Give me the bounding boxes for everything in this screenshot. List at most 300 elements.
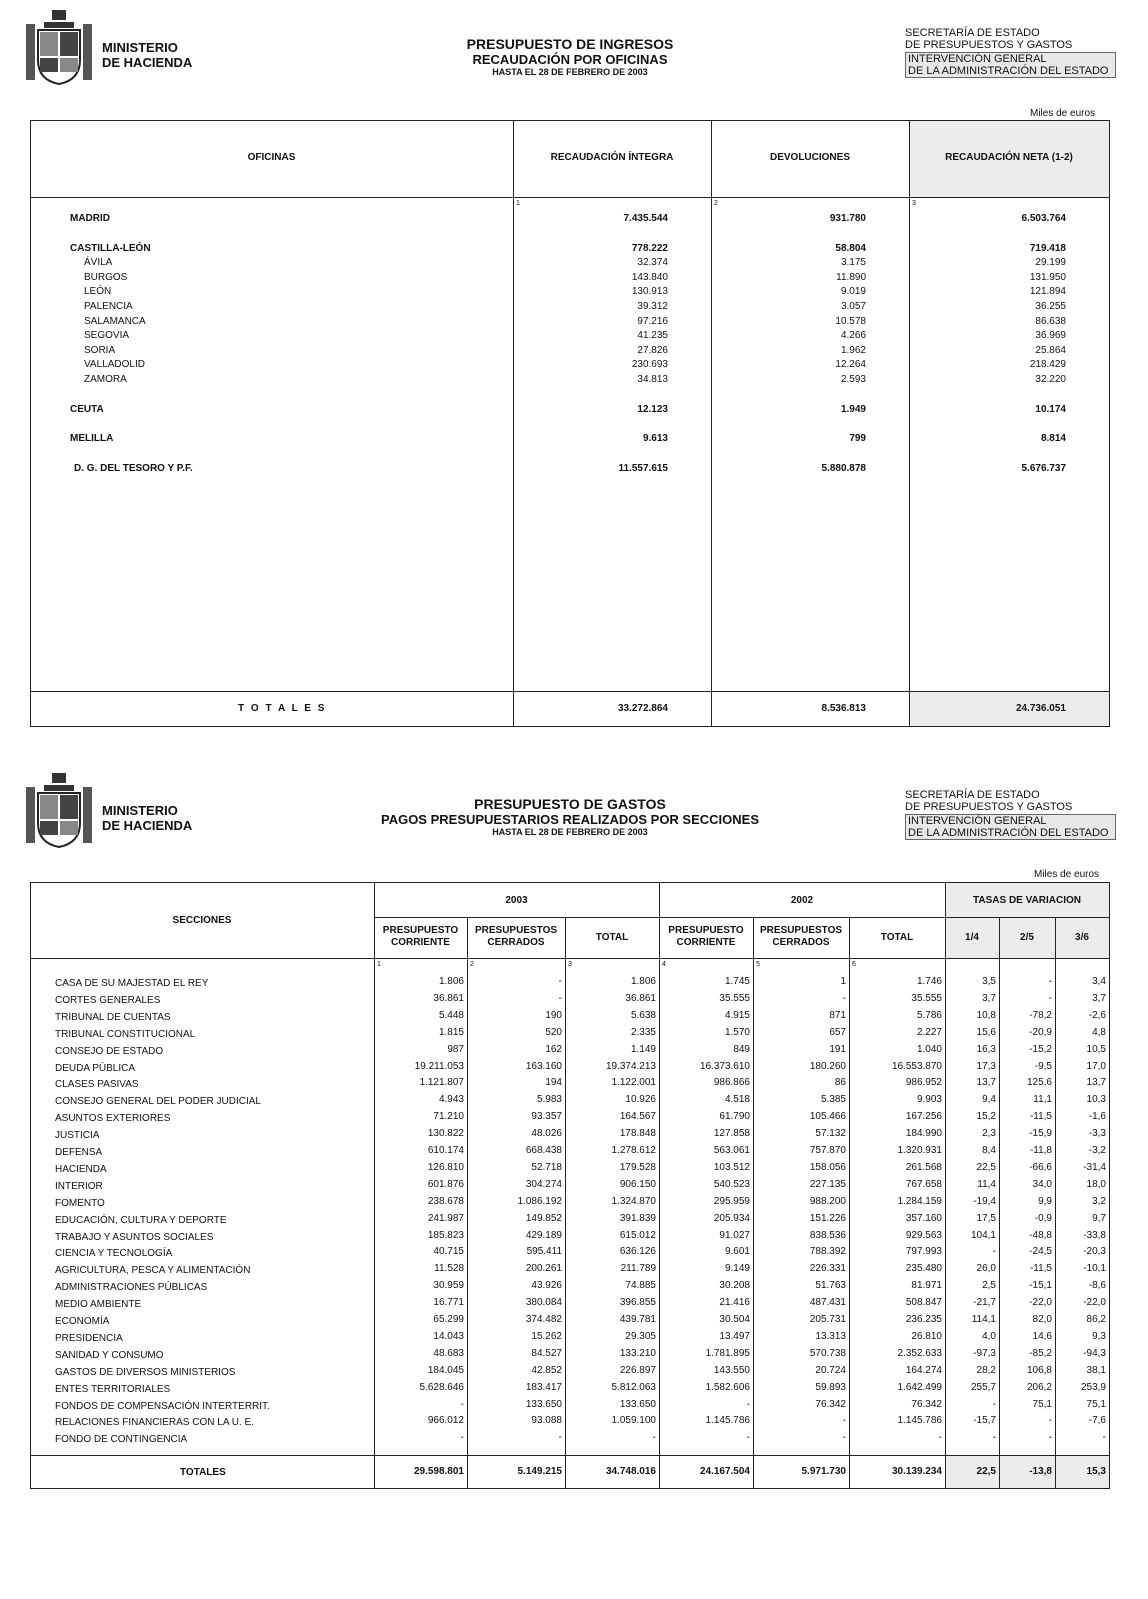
page2-row-name: AGRICULTURA, PESCA Y ALIMENTACIÓN — [55, 1265, 251, 1277]
page2-row-value: - — [992, 1398, 996, 1410]
page2-row-value: -20,3 — [1083, 1246, 1106, 1258]
page2-row — [34, 1331, 1106, 1347]
page2-row-name: TRIBUNAL DE CUENTAS — [55, 1011, 171, 1023]
page2-row-value: 19.211.053 — [414, 1060, 464, 1072]
page2-row-value: 167.256 — [905, 1111, 942, 1123]
page1-row-name: ZAMORA — [84, 374, 127, 385]
page2-row-value: - — [842, 1432, 846, 1444]
page2-row-value: - — [1048, 976, 1052, 987]
page2-row-name: INTERIOR — [55, 1180, 103, 1192]
page1-row-value: 143.840 — [631, 271, 668, 283]
page1-row-name: SEGOVIA — [84, 330, 130, 342]
page2-row-value: 13,7 — [1086, 1077, 1106, 1089]
page2-subheader-line: CORRIENTE — [676, 937, 736, 948]
page2-date: HASTA EL 28 DE FEBRERO DE 2003 — [492, 827, 648, 837]
page2-subheader-line: CERRADOS — [487, 937, 545, 948]
page2-row-value: 13.313 — [815, 1330, 846, 1342]
page1-row-value: 218.429 — [1029, 359, 1066, 371]
page1-row-value: 5.676.737 — [1021, 462, 1066, 474]
page2-row-value: 14,6 — [1032, 1330, 1052, 1342]
page2-row-value: 11,1 — [1033, 1094, 1052, 1106]
page2-row-value: 241.987 — [427, 1212, 464, 1224]
page2-row-value: - — [1048, 1415, 1052, 1427]
page2-row-value: 797.993 — [905, 1246, 942, 1258]
page2-row-value: -66,6 — [1029, 1161, 1052, 1173]
page2-row-value: 788.392 — [809, 1246, 846, 1258]
page2-row-name: FOMENTO — [55, 1197, 105, 1209]
page2-row-value: 563.061 — [713, 1145, 750, 1156]
page2-row-value: 106,8 — [1026, 1364, 1052, 1376]
page2-row — [34, 1044, 1106, 1060]
page2-row-value: 211.789 — [620, 1263, 656, 1275]
page2-row-value: 127.858 — [713, 1128, 750, 1140]
page2-row-value: 1.284.159 — [897, 1195, 942, 1207]
page2-row-value: 5.385 — [820, 1094, 846, 1106]
page2-row-value: 93.357 — [531, 1111, 562, 1123]
page2-row-value: 227.135 — [809, 1178, 846, 1190]
page1-header-oficinas: OFICINAS — [247, 152, 296, 163]
page2-row-value: 757.870 — [809, 1145, 846, 1156]
page2-row-name: ECONOMÍA — [55, 1316, 110, 1327]
page1-row-value: 4.266 — [840, 330, 866, 342]
page1-total-neta: 24.736.051 — [1015, 703, 1066, 714]
page2-row — [34, 976, 1106, 992]
page2-row-value: 10,8 — [976, 1009, 996, 1021]
page1-row — [34, 345, 1106, 359]
page2-header-line — [30, 958, 1110, 959]
page2-row-value: 184.045 — [427, 1364, 464, 1376]
page1-row-value: 86.638 — [1035, 315, 1066, 327]
page2-row-value: 19.374.213 — [605, 1060, 656, 1072]
page1-row-value: 130.913 — [631, 286, 668, 298]
page2-row-value: 143.550 — [713, 1364, 750, 1376]
page2-row-value: 238.678 — [427, 1195, 464, 1207]
page1-row-value: 931.780 — [829, 213, 866, 224]
page2-row-value: 4.943 — [438, 1094, 464, 1106]
page2-row-value: 1.745 — [724, 976, 750, 987]
page2-total-value: 24.167.504 — [699, 1466, 750, 1477]
page2-total-value: 5.149.215 — [517, 1466, 562, 1477]
page2-row-value: -10,1 — [1083, 1263, 1106, 1275]
page2-row-value: 16,3 — [976, 1043, 996, 1055]
page1-row-value: 10.174 — [1035, 403, 1066, 415]
page2-row-value: 48.683 — [433, 1347, 464, 1359]
page2-row-name: CONSEJO DE ESTADO — [55, 1045, 164, 1057]
page2-row-value: 86,2 — [1086, 1314, 1106, 1325]
page2-row-value: 191 — [829, 1043, 846, 1055]
page2-row-value: 508.847 — [905, 1297, 942, 1309]
page2-row-name: TRABAJO Y ASUNTOS SOCIALES — [55, 1231, 214, 1243]
page2-subheader — [565, 932, 659, 944]
page1-row-name: CEUTA — [70, 403, 104, 415]
page1-header-line — [30, 197, 1110, 198]
page1-row-name: ÁVILA — [84, 257, 113, 269]
page2-row-value: 17,3 — [976, 1060, 996, 1072]
page2-row — [34, 1196, 1106, 1212]
page2-row-value: 396.855 — [619, 1297, 656, 1309]
page2-row — [34, 1111, 1106, 1127]
page2-row-value: 1.149 — [630, 1043, 656, 1055]
page2-row-value: 18,0 — [1086, 1178, 1106, 1190]
page1-units: Miles de euros — [1030, 108, 1096, 119]
page2-row-value: 1 — [840, 976, 846, 987]
page2-row-name: ADMINISTRACIONES PÚBLICAS — [55, 1282, 208, 1294]
page1-row-name: PALENCIA — [84, 301, 133, 312]
page1-row — [34, 243, 1106, 257]
page2-row-value: - — [460, 1398, 464, 1410]
page2-row-value: 253,9 — [1080, 1381, 1106, 1393]
page2-row-value: 3,7 — [1092, 992, 1106, 1004]
page1-header-devoluciones: DEVOLUCIONES — [769, 152, 850, 163]
page2-row-value: 871 — [829, 1009, 846, 1021]
page2-intervencion-box: INTERVENCIÓN GENERAL DE LA ADMINISTRACIÓN DEL ESTADO — [905, 814, 1116, 840]
page2-row — [34, 1094, 1106, 1110]
page2-row-value: -85,2 — [1029, 1347, 1052, 1359]
page2-row-value: 235.480 — [905, 1263, 942, 1275]
page2-row-value: -15,2 — [1029, 1043, 1052, 1055]
page2-row-value: 75,1 — [1032, 1398, 1052, 1410]
page1-row — [34, 374, 1106, 388]
page2-subheader-line: CERRADOS — [772, 937, 830, 948]
page2-row-value: - — [992, 1432, 996, 1444]
page2-row — [34, 1297, 1106, 1313]
page2-row — [34, 1415, 1106, 1431]
page2-row-name: JUSTICIA — [55, 1130, 100, 1142]
page2-row-value: - — [992, 1246, 996, 1258]
page2-row-value: 226.331 — [809, 1263, 846, 1275]
page2-row — [34, 1314, 1106, 1330]
page2-row-value: 1.806 — [630, 976, 656, 987]
page2-row — [34, 1179, 1106, 1195]
page2-row-value: 28,2 — [976, 1364, 996, 1376]
page2-total-value: 29.598.801 — [413, 1466, 464, 1477]
page1-row — [34, 330, 1106, 344]
page1-row-name: D. G. DEL TESORO Y P.F. — [74, 462, 193, 474]
page2-header-2003: 2003 — [505, 895, 528, 906]
page2-row-value: -22,0 — [1029, 1297, 1052, 1309]
page2-row-value: 91.027 — [719, 1229, 750, 1241]
page2-row-value: -11,5 — [1029, 1111, 1052, 1123]
page2-subheader-line: TOTAL — [595, 932, 629, 943]
ministry-name: MINISTERIO DE HACIENDA — [102, 803, 193, 833]
page1-row-value: 29.199 — [1035, 257, 1066, 269]
page2-row-value: 16.771 — [433, 1297, 464, 1309]
page1-total-devoluciones: 8.536.813 — [821, 703, 866, 714]
page2-row-value: 93.088 — [531, 1415, 562, 1427]
page2-subheader — [374, 925, 467, 949]
page2-row-value: 1.746 — [916, 976, 942, 987]
page1-row — [34, 213, 1106, 227]
page2-row-value: 610.174 — [427, 1145, 464, 1156]
page1-row-value: 36.255 — [1035, 301, 1066, 312]
page2-row-value: 1.320.931 — [897, 1145, 942, 1156]
page2-row-value: - — [558, 976, 562, 987]
page1-row — [34, 272, 1106, 286]
page2-row-value: 1.145.786 — [705, 1415, 750, 1427]
page2-row-name: ASUNTOS EXTERIORES — [55, 1113, 171, 1125]
page2-row-value: 65.299 — [433, 1314, 464, 1325]
page1-row-value: 230.693 — [631, 359, 668, 371]
page2-row-value: 3,2 — [1092, 1195, 1106, 1207]
page2-row — [34, 1348, 1106, 1364]
page1-total-integra: 33.272.864 — [617, 703, 668, 714]
page2-subheader-line: PRESUPUESTO — [668, 925, 744, 936]
page2-row-value: 429.189 — [525, 1229, 562, 1241]
page2-row-value: 30.208 — [719, 1280, 750, 1292]
page2-row — [34, 1230, 1106, 1246]
page2-colnum: 2 — [470, 961, 474, 968]
page2-colnum: 1 — [377, 961, 381, 968]
page2-row — [34, 1365, 1106, 1381]
page2-row-value: 10.926 — [625, 1094, 656, 1106]
page2-row-name: MEDIO AMBIENTE — [55, 1299, 142, 1311]
page2-row-value: 570.738 — [809, 1347, 846, 1359]
page2-row-value: 9.601 — [724, 1246, 750, 1258]
page2-row-value: -33,8 — [1083, 1229, 1106, 1241]
page2-row-value: 17,0 — [1086, 1060, 1106, 1072]
page2-row-name: RELACIONES FINANCIERAS CON LA U. E. — [55, 1417, 254, 1429]
page2-row-value: 9,4 — [982, 1094, 996, 1106]
page1-row-name: MADRID — [70, 213, 110, 224]
page2-row-value: 36.861 — [625, 992, 656, 1004]
page2-row-value: 13.497 — [719, 1330, 750, 1342]
page2-row-value: -7,6 — [1088, 1415, 1106, 1427]
page1-row-value: 41.235 — [637, 330, 668, 342]
page1-row-value: 6.503.764 — [1021, 213, 1066, 224]
page2-row — [34, 1077, 1106, 1093]
page1-row-value: 12.264 — [835, 359, 866, 371]
page2-row-value: -15,1 — [1029, 1280, 1052, 1292]
page1-totals-line — [30, 691, 1110, 692]
page1-row-name: CASTILLA-LEÓN — [70, 242, 151, 254]
page2-subheader — [849, 932, 945, 944]
page2-subheader-line: CORRIENTE — [391, 937, 450, 948]
page2-row — [34, 993, 1106, 1009]
page2-row-value: 76.342 — [815, 1398, 846, 1410]
page2-row-value: 8,4 — [982, 1145, 996, 1156]
page2-row-value: 43.926 — [531, 1280, 562, 1292]
page2-subheader-line: PRESUPUESTOS — [759, 925, 843, 936]
page2-row-value: 71.210 — [433, 1111, 464, 1123]
page2-subheader — [1055, 932, 1109, 944]
page2-row-value: 986.952 — [905, 1077, 942, 1089]
page2-row-value: -78,2 — [1029, 1009, 1052, 1021]
page2-row-name: CASA DE SU MAJESTAD EL REY — [55, 978, 209, 989]
page2-secretaria: SECRETARÍA DE ESTADO DE PRESUPUESTOS Y GASTOS INTERVENCIÓN GENERAL DE LA ADMINISTRACIÓN DEL ESTADO — [905, 789, 1116, 840]
page2-row-value: 1.059.100 — [611, 1415, 656, 1427]
page2-row-name: CORTES GENERALES — [55, 994, 161, 1006]
page2-row — [34, 1128, 1106, 1144]
page2-row-name: TRIBUNAL CONSTITUCIONAL — [55, 1028, 196, 1040]
page2-row-value: -15,7 — [973, 1415, 996, 1427]
page2-row-value: 595.411 — [526, 1246, 562, 1258]
page2-colnum: 4 — [662, 961, 666, 968]
page1-row-value: 7.435.544 — [623, 213, 668, 224]
page1-date: HASTA EL 28 DE FEBRERO DE 2003 — [492, 67, 648, 77]
page2-row-value: 2.227 — [916, 1026, 942, 1038]
page1-colnum-2: 2 — [714, 200, 718, 207]
page2-row-name: SANIDAD Y CONSUMO — [55, 1349, 164, 1361]
page2-row-value: - — [938, 1432, 942, 1444]
page2-row-value: 59.893 — [815, 1381, 846, 1393]
page2-row-name: CLASES PASIVAS — [55, 1079, 139, 1091]
page1-row-value: 9.019 — [840, 286, 866, 298]
page2-row-value: 1.122.001 — [611, 1077, 656, 1089]
page2-row-value: -11,5 — [1029, 1263, 1052, 1275]
page2-row-value: 20.724 — [815, 1364, 846, 1376]
page2-row-value: - — [1048, 1432, 1052, 1444]
page2-row-name: CONSEJO GENERAL DEL PODER JUDICIAL — [55, 1096, 261, 1108]
page2-row-value: - — [842, 1415, 846, 1427]
page2-row-value: 1.815 — [438, 1026, 464, 1038]
page2-row-value: 76.342 — [911, 1398, 942, 1410]
page2-row — [34, 1382, 1106, 1398]
page2-row-value: 184.990 — [905, 1128, 942, 1140]
page2-row-value: 4,8 — [1092, 1026, 1106, 1038]
page2-row-value: 668.438 — [525, 1145, 562, 1156]
page2-totals-label: TOTALES — [180, 1467, 226, 1478]
page2-row-value: 906.150 — [619, 1178, 656, 1190]
page1-row — [34, 257, 1106, 271]
page1-col-line-1 — [513, 120, 514, 727]
page2-row-value: 194 — [545, 1077, 562, 1089]
page2-row-name: CIENCIA Y TECNOLOGÍA — [55, 1248, 173, 1260]
page2-row-value: 2.352.633 — [897, 1347, 942, 1359]
page1-row-value: 25.864 — [1035, 344, 1066, 356]
page2-row-value: 1.570 — [724, 1026, 750, 1038]
page2-row-value: 130.822 — [427, 1128, 464, 1140]
page2-row-value: -8,6 — [1088, 1280, 1106, 1292]
page2-row-value: 52.718 — [531, 1161, 562, 1173]
page2-row-value: 16.553.870 — [891, 1060, 942, 1072]
page1-row-value: 34.813 — [637, 374, 668, 385]
page2-row-value: 3,7 — [982, 992, 996, 1004]
page2-row-value: 5.628.646 — [419, 1381, 464, 1393]
page2-row-value: 987 — [447, 1043, 464, 1055]
page2-row-value: 767.658 — [905, 1178, 942, 1190]
page2-row-name: GASTOS DE DIVERSOS MINISTERIOS — [55, 1366, 236, 1378]
page2-row — [34, 1399, 1106, 1415]
page2-row-value: 838.536 — [809, 1229, 846, 1241]
page2-row-value: 30.504 — [719, 1314, 750, 1325]
page2-row — [34, 1162, 1106, 1178]
page2-row-value: -97,3 — [973, 1347, 996, 1359]
page2-row-value: 5.983 — [536, 1094, 562, 1106]
page2-row-value: 439.781 — [619, 1314, 656, 1325]
page2-header-2002: 2002 — [790, 895, 814, 906]
page2-row-value: 5.786 — [916, 1009, 942, 1021]
page2-row-value: 15,6 — [976, 1026, 996, 1038]
page2-row-value: 15.262 — [531, 1330, 562, 1342]
page2-totals-line — [30, 1455, 1110, 1456]
page1-row-value: 11.890 — [836, 271, 866, 283]
coat-of-arms-icon — [24, 10, 94, 85]
page2-row-value: 57.132 — [815, 1128, 846, 1140]
page2-header-secciones: SECCIONES — [172, 915, 232, 926]
page2-row-value: 26,0 — [976, 1263, 996, 1275]
page2-row-value: 149.852 — [525, 1212, 562, 1224]
page2-row-value: - — [746, 1398, 750, 1410]
page2-row-value: 9,3 — [1092, 1330, 1106, 1342]
page2-row — [34, 1061, 1106, 1077]
page2-row-name: HACIENDA — [55, 1163, 107, 1175]
page2-row-value: 34,0 — [1032, 1178, 1052, 1190]
page2-row-value: 357.160 — [905, 1212, 942, 1224]
page2-row-value: 48.026 — [531, 1128, 562, 1140]
page2-row-value: 988.200 — [809, 1195, 846, 1207]
page2-subheader — [467, 925, 565, 949]
page1-col-line-3 — [909, 120, 910, 727]
page2-title: PRESUPUESTO DE GASTOS — [474, 796, 666, 812]
page2-row-value: - — [1102, 1432, 1106, 1444]
page1-row-name: LEÓN — [84, 286, 112, 298]
page2-row-value: 61.790 — [719, 1111, 750, 1123]
page2-row-value: 38,1 — [1086, 1364, 1106, 1376]
page2-row-name: DEUDA PÚBLICA — [55, 1062, 136, 1074]
page2-row-value: 26.810 — [911, 1330, 942, 1342]
page2-row-value: -3,2 — [1088, 1145, 1106, 1156]
page2-colnum: 6 — [852, 961, 856, 968]
page1-colnum-1: 1 — [516, 200, 520, 207]
page1-row-value: 121.894 — [1029, 286, 1066, 298]
page2-colnum: 3 — [568, 961, 572, 968]
page1-row — [34, 359, 1106, 373]
page2-row-value: -0,9 — [1034, 1212, 1052, 1224]
page2-row-value: -21,7 — [973, 1297, 996, 1309]
page2-row — [34, 1246, 1106, 1262]
page2-row-value: 13,7 — [976, 1077, 996, 1089]
page2-row-value: 4.915 — [724, 1009, 750, 1021]
page2-row-value: 84.527 — [531, 1347, 562, 1359]
page2-row-value: 185.823 — [427, 1229, 464, 1241]
page2-row-value: 81.971 — [911, 1280, 942, 1292]
page2-row-value: 615.012 — [619, 1229, 656, 1241]
page2-row-value: 3,5 — [982, 976, 996, 987]
page1-row-value: 8.814 — [1040, 433, 1066, 445]
page2-row-value: 391.839 — [619, 1212, 656, 1224]
page2-row-name: ENTES TERRITORIALES — [55, 1383, 171, 1395]
page2-total-value: 30.139.234 — [891, 1466, 942, 1477]
page1-row-value: 39.312 — [637, 301, 668, 312]
page2-row-value: 1.121.807 — [419, 1077, 464, 1089]
page2-row-value: - — [746, 1432, 750, 1444]
page2-row-value: 2,5 — [982, 1280, 996, 1292]
page2-row — [34, 1145, 1106, 1161]
page2-row-value: 74.885 — [625, 1280, 656, 1292]
page1-intervencion-box: INTERVENCIÓN GENERAL DE LA ADMINISTRACIÓN DEL ESTADO — [905, 52, 1116, 78]
page2-total-value: 15,3 — [1086, 1466, 1106, 1477]
page2-row-value: - — [842, 992, 846, 1004]
page2-row-value: 42.852 — [531, 1364, 562, 1376]
page2-row-value: 162 — [545, 1043, 562, 1055]
page2-row — [34, 1010, 1106, 1026]
page2-row-value: -15,9 — [1029, 1128, 1052, 1140]
page2-row-value: 2,3 — [982, 1128, 996, 1140]
page1-row-name: SALAMANCA — [84, 315, 146, 327]
page1-col-line-2 — [711, 120, 712, 727]
page2-title-block — [340, 796, 800, 838]
page2-colnum: 5 — [756, 961, 760, 968]
page2-subheader-line: 3/6 — [1075, 932, 1089, 943]
page2-subheader — [999, 932, 1055, 944]
page1-row-name: VALLADOLID — [84, 359, 145, 371]
page2-row-value: 35.555 — [911, 992, 942, 1004]
page2-row-value: 114,1 — [971, 1314, 996, 1325]
page2-row — [34, 1280, 1106, 1296]
page2-row-value: 180.260 — [809, 1060, 846, 1072]
page2-row-name: PRESIDENCIA — [55, 1332, 123, 1344]
page2-row-value: - — [460, 1432, 464, 1444]
